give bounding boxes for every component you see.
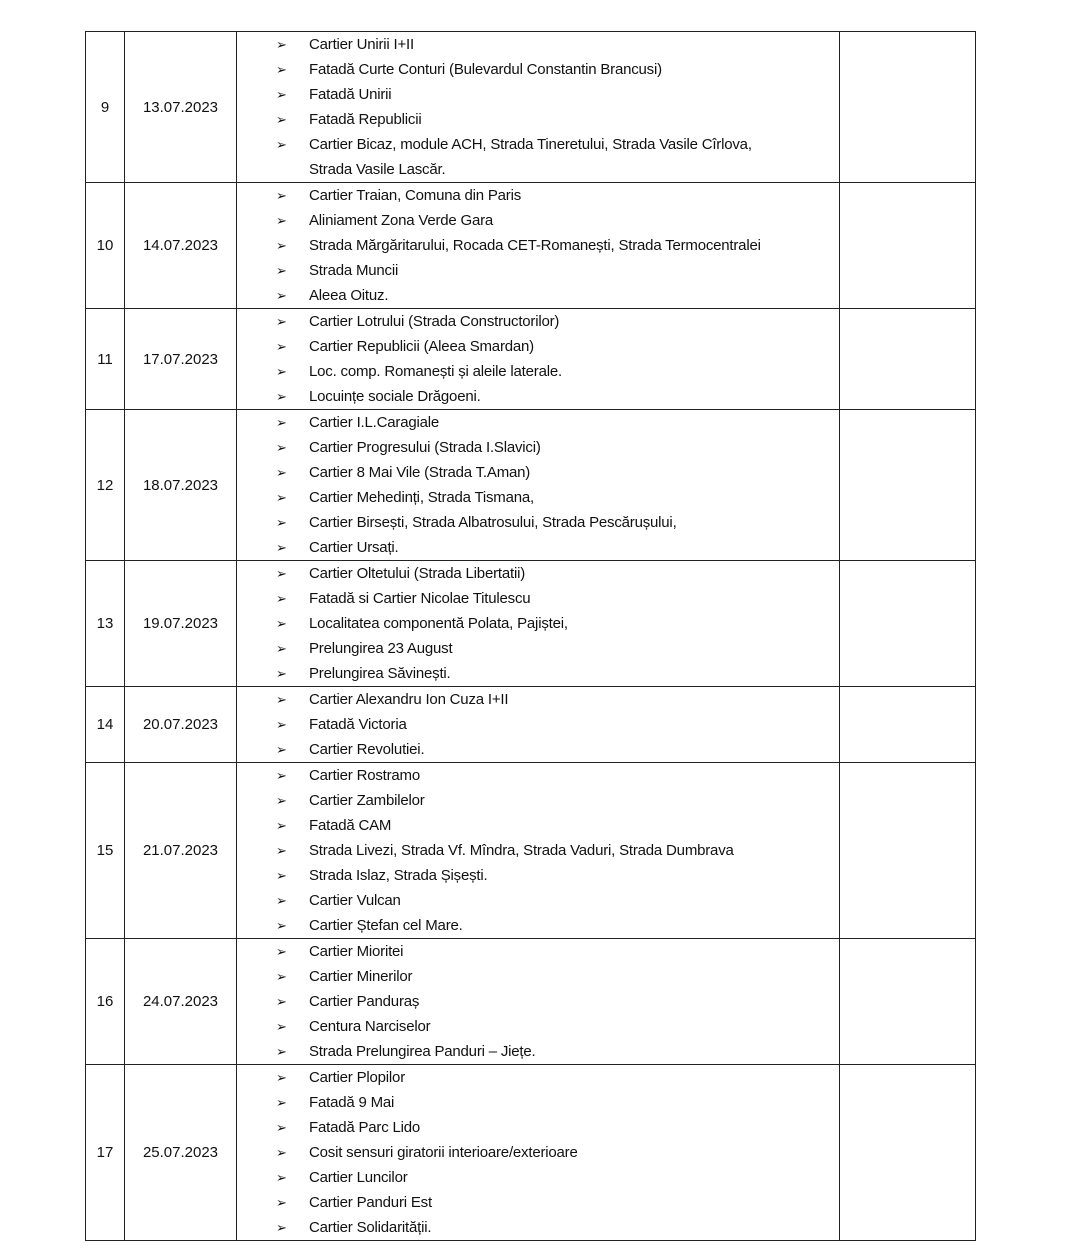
arrowhead-bullet-icon: ➢: [276, 440, 287, 455]
area-text: Strada Muncii: [309, 262, 399, 279]
arrowhead-bullet-icon: ➢: [276, 87, 287, 102]
area-text: Cartier Zambilelor: [309, 792, 425, 809]
area-text: Strada Islaz, Strada Șișești.: [309, 867, 488, 884]
row-date: 13.07.2023: [125, 32, 237, 183]
list-item: [237, 611, 839, 636]
area-text: Cartier I.L.Caragiale: [309, 414, 440, 431]
area-text: Aliniament Zona Verde Gara: [309, 212, 494, 229]
arrowhead-bullet-icon: ➢: [276, 994, 287, 1009]
area-text: Prelungirea Săvinești.: [309, 665, 451, 682]
list-item: [237, 535, 839, 560]
table-row: [86, 309, 976, 410]
arrowhead-bullet-icon: ➢: [276, 37, 287, 52]
arrowhead-bullet-icon: ➢: [276, 364, 287, 379]
arrowhead-bullet-icon: ➢: [276, 188, 287, 203]
arrowhead-bullet-icon: ➢: [276, 641, 287, 656]
row-date: 19.07.2023: [125, 561, 237, 687]
row-number: 15: [86, 763, 125, 939]
area-text: Strada Prelungirea Panduri – Jiețe.: [309, 1043, 536, 1060]
areas-cell: [237, 410, 840, 561]
area-text: Cartier Mioritei: [309, 943, 404, 960]
table-row: [86, 1065, 976, 1241]
list-item: [237, 838, 839, 863]
row-date: 25.07.2023: [125, 1065, 237, 1241]
observations-cell: [840, 309, 976, 410]
list-item: [237, 561, 839, 586]
area-text: Aleea Oituz.: [309, 287, 389, 304]
list-item: [237, 258, 839, 283]
row-date: 21.07.2023: [125, 763, 237, 939]
area-text: Fatadă CAM: [309, 817, 392, 834]
arrowhead-bullet-icon: ➢: [276, 288, 287, 303]
table-row: [86, 410, 976, 561]
list-item: [237, 1090, 839, 1115]
areas-list: [237, 939, 839, 1064]
arrowhead-bullet-icon: ➢: [276, 1044, 287, 1059]
area-text: Cartier Revolutiei.: [309, 741, 425, 758]
arrowhead-bullet-icon: ➢: [276, 540, 287, 555]
area-text: Prelungirea 23 August: [309, 640, 453, 657]
arrowhead-bullet-icon: ➢: [276, 112, 287, 127]
area-text: Fatadă Parc Lido: [309, 1119, 421, 1136]
area-text: Fatadă Victoria: [309, 716, 407, 733]
areas-list: [237, 763, 839, 938]
arrowhead-bullet-icon: ➢: [276, 263, 287, 278]
area-text: Fatadă si Cartier Nicolae Titulescu: [309, 590, 531, 607]
list-item: [237, 1014, 839, 1039]
row-date: 17.07.2023: [125, 309, 237, 410]
row-number: 10: [86, 183, 125, 309]
areas-cell: [237, 1065, 840, 1241]
arrowhead-bullet-icon: ➢: [276, 742, 287, 757]
arrowhead-bullet-icon: ➢: [276, 616, 287, 631]
area-text: Centura Narciselor: [309, 1018, 431, 1035]
area-text: Cartier Unirii I+II: [309, 36, 414, 53]
list-item: [237, 435, 839, 460]
list-item: [237, 1115, 839, 1140]
list-item: [237, 661, 839, 686]
list-item: [237, 888, 839, 913]
observations-cell: [840, 183, 976, 309]
row-number: 13: [86, 561, 125, 687]
areas-list: [237, 687, 839, 762]
arrowhead-bullet-icon: ➢: [276, 62, 287, 77]
list-item: [237, 309, 839, 334]
row-date: 14.07.2023: [125, 183, 237, 309]
schedule-table-body: [86, 32, 976, 1241]
arrowhead-bullet-icon: ➢: [276, 1170, 287, 1185]
list-item: [237, 989, 839, 1014]
area-text: Cartier Rostramo: [309, 767, 420, 784]
area-text: Fatadă 9 Mai: [309, 1094, 395, 1111]
schedule-table: [85, 31, 976, 1241]
list-item: [237, 460, 839, 485]
list-item: [237, 82, 839, 107]
areas-list: [237, 410, 839, 560]
list-item: [237, 687, 839, 712]
areas-cell: [237, 687, 840, 763]
list-item: [237, 183, 839, 208]
arrowhead-bullet-icon: ➢: [276, 918, 287, 933]
row-number: 14: [86, 687, 125, 763]
area-text: Cartier Progresului (Strada I.Slavici): [309, 439, 541, 456]
list-item: [237, 283, 839, 308]
arrowhead-bullet-icon: ➢: [276, 415, 287, 430]
list-item: [237, 813, 839, 838]
observations-cell: [840, 410, 976, 561]
arrowhead-bullet-icon: ➢: [276, 818, 287, 833]
list-item: [237, 233, 839, 258]
observations-cell: [840, 1065, 976, 1241]
row-number: 17: [86, 1065, 125, 1241]
arrowhead-bullet-icon: ➢: [276, 314, 287, 329]
arrowhead-bullet-icon: ➢: [276, 843, 287, 858]
area-text: Cartier Republicii (Aleea Smardan): [309, 338, 534, 355]
arrowhead-bullet-icon: ➢: [276, 213, 287, 228]
list-item: [237, 510, 839, 535]
area-text: Strada Vasile Lascăr.: [309, 161, 446, 178]
list-item: [237, 1065, 839, 1090]
area-text: Cartier Birsești, Strada Albatrosului, Strada Pescărușului,: [309, 514, 677, 531]
arrowhead-bullet-icon: ➢: [276, 1220, 287, 1235]
table-row: [86, 183, 976, 309]
observations-cell: [840, 939, 976, 1065]
list-item: [237, 410, 839, 435]
areas-list: [237, 183, 839, 308]
arrowhead-bullet-icon: ➢: [276, 666, 287, 681]
area-text: Cartier Alexandru Ion Cuza I+II: [309, 691, 509, 708]
list-item: [237, 737, 839, 762]
list-item: [237, 359, 839, 384]
list-item: [237, 1190, 839, 1215]
list-item: [237, 384, 839, 409]
area-text: Cartier Luncilor: [309, 1169, 408, 1186]
area-text: Fatadă Curte Conturi (Bulevardul Constantin Brancusi): [309, 61, 662, 78]
arrowhead-bullet-icon: ➢: [276, 389, 287, 404]
list-item: [237, 1140, 839, 1165]
areas-cell: [237, 561, 840, 687]
area-text: Cartier Traian, Comuna din Paris: [309, 187, 522, 204]
area-text: Fatadă Unirii: [309, 86, 392, 103]
table-row: [86, 939, 976, 1065]
area-text: Cartier Vulcan: [309, 892, 401, 909]
arrowhead-bullet-icon: ➢: [276, 1095, 287, 1110]
list-item: [237, 939, 839, 964]
arrowhead-bullet-icon: ➢: [276, 969, 287, 984]
list-item: [237, 485, 839, 510]
arrowhead-bullet-icon: ➢: [276, 692, 287, 707]
list-item: [237, 157, 839, 182]
area-text: Cosit sensuri giratorii interioare/exterioare: [309, 1144, 578, 1161]
table-row: [86, 687, 976, 763]
row-date: 18.07.2023: [125, 410, 237, 561]
row-number: 12: [86, 410, 125, 561]
list-item: [237, 964, 839, 989]
area-text: Cartier Panduraș: [309, 993, 420, 1010]
list-item: [237, 208, 839, 233]
area-text: Cartier Minerilor: [309, 968, 413, 985]
areas-list: [237, 1065, 839, 1240]
arrowhead-bullet-icon: ➢: [276, 515, 287, 530]
areas-list: [237, 32, 839, 182]
areas-list: [237, 561, 839, 686]
arrowhead-bullet-icon: ➢: [276, 1145, 287, 1160]
list-item: [237, 913, 839, 938]
area-text: Strada Mărgăritarului, Rocada CET-Romanești, Strada Termocentralei: [309, 237, 761, 254]
list-item: [237, 132, 839, 157]
areas-cell: [237, 939, 840, 1065]
area-text: Cartier Plopilor: [309, 1069, 405, 1086]
area-text: Loc. comp. Romanești și aleile laterale.: [309, 363, 562, 380]
areas-cell: [237, 32, 840, 183]
arrowhead-bullet-icon: ➢: [276, 1070, 287, 1085]
areas-cell: [237, 309, 840, 410]
arrowhead-bullet-icon: ➢: [276, 566, 287, 581]
observations-cell: [840, 32, 976, 183]
area-text: Localitatea componentă Polata, Pajiștei,: [309, 615, 568, 632]
arrowhead-bullet-icon: ➢: [276, 1019, 287, 1034]
areas-list: [237, 309, 839, 409]
list-item: [237, 863, 839, 888]
list-item: [237, 1215, 839, 1240]
arrowhead-bullet-icon: ➢: [276, 137, 287, 152]
arrowhead-bullet-icon: ➢: [276, 944, 287, 959]
area-text: Locuințe sociale Drăgoeni.: [309, 388, 481, 405]
arrowhead-bullet-icon: ➢: [276, 893, 287, 908]
arrowhead-bullet-icon: ➢: [276, 1195, 287, 1210]
area-text: Cartier Solidarității.: [309, 1219, 432, 1236]
observations-cell: [840, 763, 976, 939]
area-text: Cartier Lotrului (Strada Constructorilor): [309, 313, 560, 330]
arrowhead-bullet-icon: ➢: [276, 793, 287, 808]
arrowhead-bullet-icon: ➢: [276, 339, 287, 354]
arrowhead-bullet-icon: ➢: [276, 490, 287, 505]
arrowhead-bullet-icon: ➢: [276, 465, 287, 480]
list-item: [237, 32, 839, 57]
row-date: 24.07.2023: [125, 939, 237, 1065]
arrowhead-bullet-icon: ➢: [276, 717, 287, 732]
row-number: 16: [86, 939, 125, 1065]
area-text: Cartier Ursați.: [309, 539, 399, 556]
table-row: [86, 32, 976, 183]
arrowhead-bullet-icon: ➢: [276, 238, 287, 253]
area-text: Fatadă Republicii: [309, 111, 422, 128]
area-text: Strada Livezi, Strada Vf. Mîndra, Strada Vaduri, Strada Dumbrava: [309, 842, 734, 859]
list-item: [237, 1165, 839, 1190]
area-text: Cartier Mehedinți, Strada Tismana,: [309, 489, 534, 506]
table-row: [86, 561, 976, 687]
area-text: Cartier 8 Mai Vile (Strada T.Aman): [309, 464, 531, 481]
areas-cell: [237, 763, 840, 939]
list-item: [237, 788, 839, 813]
table-row: [86, 763, 976, 939]
observations-cell: [840, 687, 976, 763]
list-item: [237, 636, 839, 661]
area-text: Cartier Bicaz, module ACH, Strada Tineretului, Strada Vasile Cîrlova,: [309, 136, 752, 153]
list-item: [237, 1039, 839, 1064]
arrowhead-bullet-icon: ➢: [276, 868, 287, 883]
row-number: 11: [86, 309, 125, 410]
row-number: 9: [86, 32, 125, 183]
row-date: 20.07.2023: [125, 687, 237, 763]
area-text: Cartier Ștefan cel Mare.: [309, 917, 463, 934]
list-item: [237, 107, 839, 132]
observations-cell: [840, 561, 976, 687]
list-item: [237, 586, 839, 611]
area-text: Cartier Oltetului (Strada Libertatii): [309, 565, 526, 582]
arrowhead-bullet-icon: ➢: [276, 1120, 287, 1135]
arrowhead-bullet-icon: ➢: [276, 591, 287, 606]
list-item: [237, 334, 839, 359]
list-item: [237, 763, 839, 788]
area-text: Cartier Panduri Est: [309, 1194, 432, 1211]
list-item: [237, 712, 839, 737]
arrowhead-bullet-icon: ➢: [276, 768, 287, 783]
list-item: [237, 57, 839, 82]
areas-cell: [237, 183, 840, 309]
